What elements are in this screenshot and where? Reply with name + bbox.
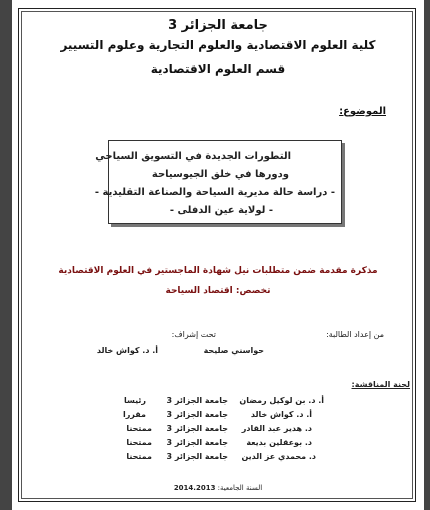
committee-member-name: د. هدير عبد القادر [241,424,312,433]
supervisor-name: أ. د. كواش خالد [96,346,158,355]
academic-year [12,484,424,492]
committee-member-affiliation: جامعة الجزائر 3 [166,424,228,433]
committee-member-role: مقررا [122,410,146,419]
committee-member-role: ممتحنا [126,424,152,433]
faculty-name: كلية العلوم الاقتصادية والعلوم التجارية وعلوم التسيير [60,38,376,52]
committee-member-role: ممتحنا [126,438,152,447]
academic-year-label: السنة الجامعية: [217,484,263,492]
supervised-by-label: تحت إشراف: [171,330,216,339]
university-name: جامعة الجزائر 3 [168,18,268,33]
prepared-by-label: من إعداد الطالبة: [326,330,384,339]
academic-year-value: 2014.2013 [173,484,216,492]
committee-member-affiliation: جامعة الجزائر 3 [166,452,228,461]
title-line-3: - دراسة حالة مديرية السياحة والصناعة التقليدية - [94,187,335,198]
committee-member-affiliation: جامعة الجزائر 3 [166,410,228,419]
title-line-1: التطورات الجديدة في التسويق السياحي [95,151,291,162]
committee-member-name: د. بوعقلين بديعة [246,438,312,447]
committee-member-name: أ. د. كواش خالد [250,410,312,419]
committee-member-affiliation: جامعة الجزائر 3 [166,396,228,405]
student-name: حواسني صليحة [203,346,264,355]
committee-member-role: ممتحنا [126,452,152,461]
document-page [12,0,424,510]
title-line-2: ودورها في خلق الجيوسياحة [151,169,289,180]
thesis-title-box [94,140,342,224]
memo-specialization: تخصص: اقتصاد السياحة [165,286,271,296]
topic-label: الموضوع: [339,106,386,117]
department-name: قسم العلوم الاقتصادية [150,62,286,76]
title-line-4: - لولاية عين الدفلى - [169,205,273,216]
committee-member-name: أ. د. بن لوكيل رمضان [239,396,324,405]
memo-description: مذكرة مقدمة ضمن متطلبات نيل شهادة الماجستير في العلوم الاقتصادية [58,266,378,276]
committee-label: لجنة المناقشة: [351,380,410,389]
committee-member-affiliation: جامعة الجزائر 3 [166,438,228,447]
committee-member-name: د. محمدي عز الدين [241,452,316,461]
committee-member-role: رئيسا [123,396,146,405]
